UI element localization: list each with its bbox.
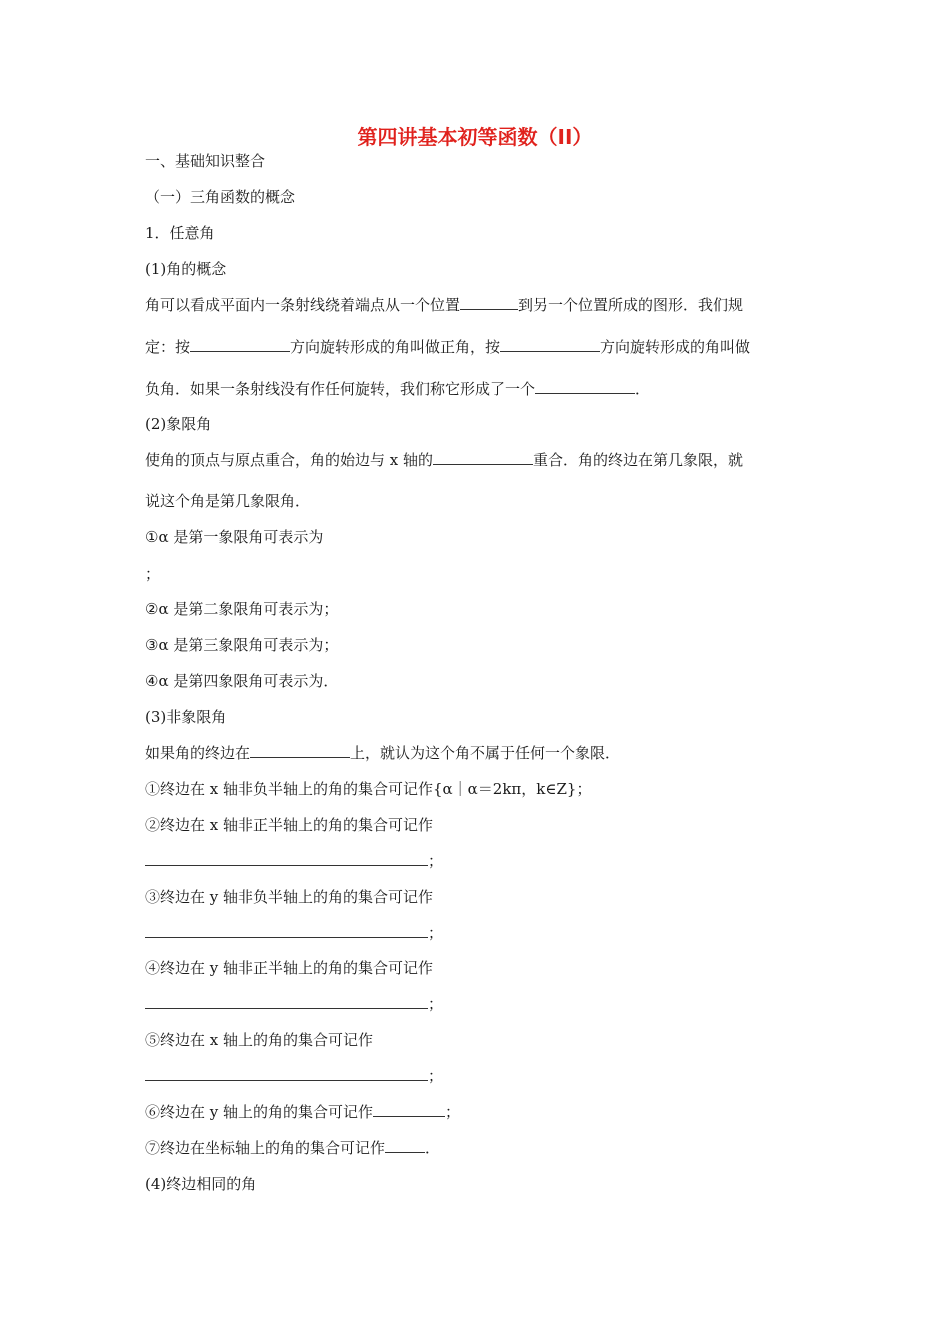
fill-blank: [145, 1065, 428, 1081]
list-item: ⑤终边在 x 轴上的角的集合可记作: [145, 1031, 373, 1049]
answer-line: [145, 1065, 815, 1087]
list-item: ④终边在 y 轴非正半轴上的角的集合可记作: [145, 959, 434, 977]
subsection-heading: （一）三角函数的概念: [145, 188, 296, 206]
list-item: ；: [145, 565, 161, 583]
fill-blank: [535, 378, 635, 394]
list-item: ②α 是第二象限角可表示为；: [145, 600, 339, 618]
section-heading: 一、基础知识整合: [145, 152, 266, 170]
text: ．: [635, 380, 651, 398]
fill-blank: [460, 294, 518, 310]
text: 如果角的终边在: [145, 744, 251, 762]
paragraph-line: [145, 449, 815, 471]
text: ；: [428, 995, 444, 1013]
fill-blank: [145, 922, 428, 938]
list-item: ③终边在 y 轴非负半轴上的角的集合可记作: [145, 888, 434, 906]
text: 使角的顶点与原点重合，角的始边与 x 轴的: [145, 451, 433, 469]
text: 方向旋转形成的角叫做: [600, 338, 751, 356]
fill-blank: [433, 449, 533, 465]
text: ⑥终边在 y 轴上的角的集合可记作: [145, 1103, 374, 1121]
page-title: 第四讲基本初等函数（II）: [357, 125, 593, 149]
fill-blank: [190, 336, 290, 352]
text: 负角．如果一条射线没有作任何旋转，我们称它形成了一个: [145, 380, 536, 398]
list-item: [145, 1101, 815, 1123]
paragraph-line: [145, 294, 815, 316]
text: ⑦终边在坐标轴上的角的集合可记作: [145, 1139, 386, 1157]
item-heading: (4)终边相同的角: [145, 1175, 257, 1193]
paragraph-line: [145, 378, 815, 400]
fill-blank: [145, 993, 428, 1009]
text: 重合．角的终边在第几象限，就: [533, 451, 744, 469]
fill-blank: [250, 742, 350, 758]
item-heading: (3)非象限角: [145, 708, 227, 726]
text: ；: [428, 924, 444, 942]
fill-blank: [373, 1101, 445, 1117]
text: ；: [428, 852, 444, 870]
text: ．: [425, 1139, 441, 1157]
list-item: ③α 是第三象限角可表示为；: [145, 636, 339, 654]
text: ；: [445, 1103, 461, 1121]
answer-line: [145, 850, 815, 872]
answer-line: [145, 993, 815, 1015]
text: 角可以看成平面内一条射线绕着端点从一个位置: [145, 296, 461, 314]
fill-blank: [145, 850, 428, 866]
paragraph-line: [145, 742, 815, 764]
text: ；: [428, 1067, 444, 1085]
answer-line: [145, 922, 815, 944]
list-item: ②终边在 x 轴非正半轴上的角的集合可记作: [145, 816, 433, 834]
list-item: [145, 1137, 815, 1159]
list-item: ①α 是第一象限角可表示为: [145, 528, 324, 546]
text: 方向旋转形成的角叫做正角，按: [290, 338, 501, 356]
list-item: ④α 是第四象限角可表示为．: [145, 672, 339, 690]
text: 到另一个位置所成的图形．我们规: [518, 296, 744, 314]
fill-blank: [385, 1137, 425, 1153]
paragraph-line: [145, 336, 815, 358]
list-item: ①终边在 x 轴非负半轴上的角的集合可记作{α｜α＝2kπ，k∈Z}；: [145, 780, 592, 798]
paragraph-line: 说这个角是第几象限角．: [145, 492, 311, 510]
item-heading: (1)角的概念: [145, 260, 227, 278]
fill-blank: [500, 336, 600, 352]
topic-heading: 1．任意角: [145, 224, 215, 242]
item-heading: (2)象限角: [145, 415, 212, 433]
text: 定：按: [145, 338, 191, 356]
text: 上，就认为这个角不属于任何一个象限．: [350, 744, 621, 762]
